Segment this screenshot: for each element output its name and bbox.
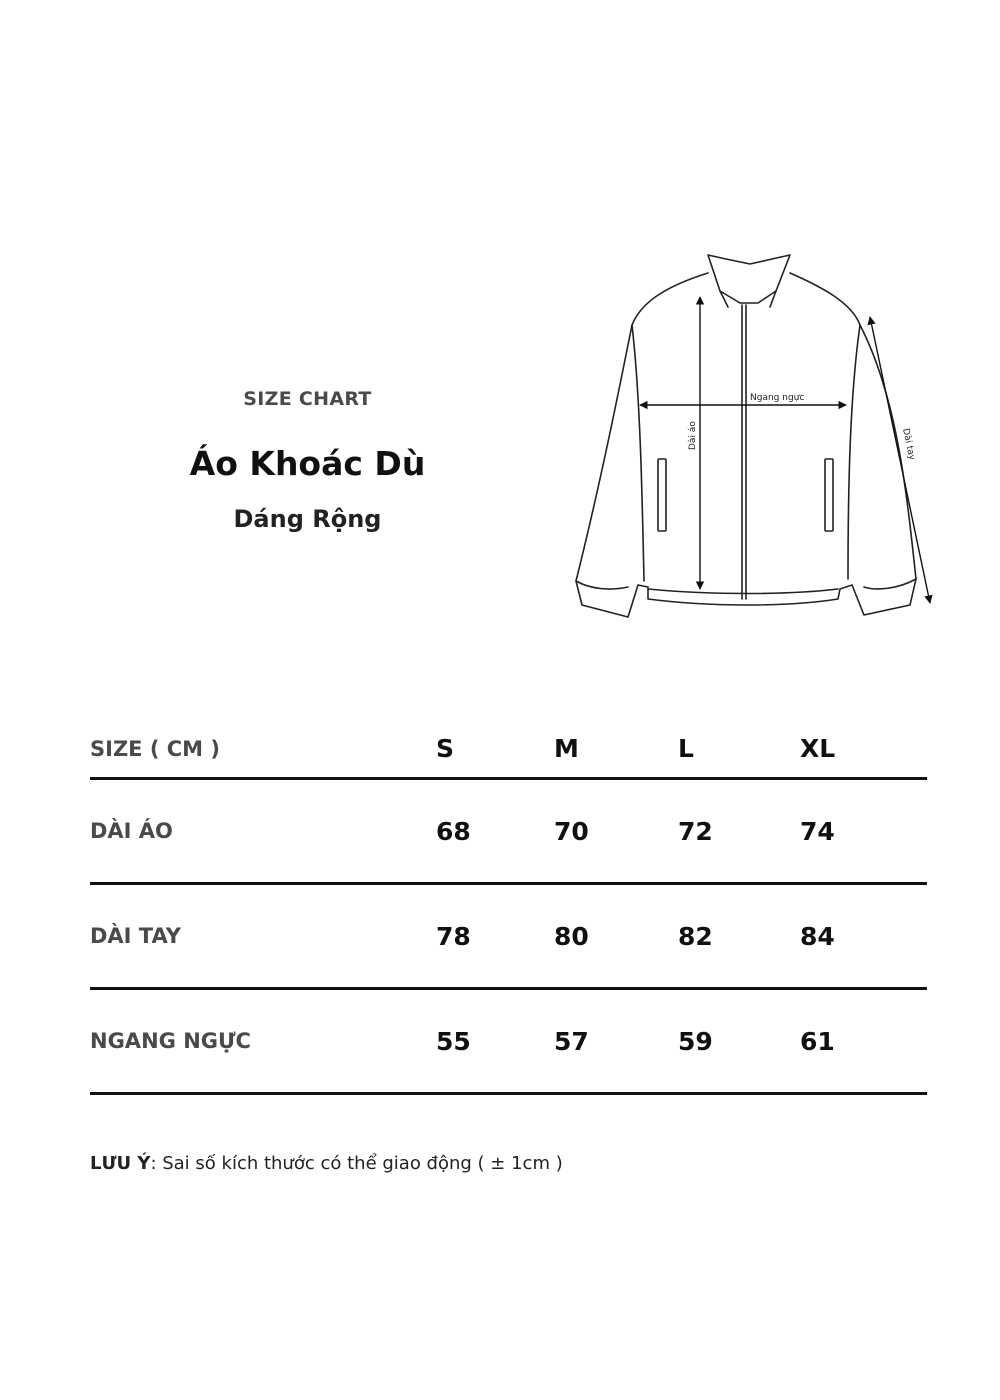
note-label: LƯU Ý	[90, 1153, 151, 1174]
size-chart-header	[150, 388, 465, 533]
size-table-header-row	[90, 720, 927, 780]
size-table	[90, 720, 927, 1095]
table-cell: 84	[800, 921, 835, 951]
table-cell: 82	[678, 921, 713, 951]
jacket-diagram	[560, 245, 960, 625]
table-cell: 80	[554, 921, 589, 951]
row-label: DÀI TAY	[90, 924, 181, 948]
table-cell: 59	[678, 1026, 713, 1056]
table-cell: 72	[678, 816, 713, 846]
tolerance-note	[90, 1153, 563, 1174]
length-label: Dài áo	[688, 421, 698, 450]
table-cell: 70	[554, 816, 589, 846]
size-header-m: M	[554, 734, 579, 763]
product-fit: Dáng Rộng	[233, 505, 382, 533]
table-cell: 61	[800, 1026, 835, 1056]
row-label: DÀI ÁO	[90, 819, 173, 843]
table-cell: 55	[436, 1026, 471, 1056]
table-cell: 74	[800, 816, 835, 846]
table-row	[90, 780, 927, 885]
sleeve-label: Dài tay	[900, 427, 917, 462]
size-chart-kicker: SIZE CHART	[243, 388, 372, 410]
size-header-l: L	[678, 734, 694, 763]
jacket-outline-icon	[560, 245, 960, 625]
table-cell: 68	[436, 816, 471, 846]
unit-header: SIZE ( CM )	[90, 736, 220, 761]
table-cell: 57	[554, 1026, 589, 1056]
product-title: Áo Khoác Dù	[189, 444, 426, 483]
size-header-xl: XL	[800, 734, 836, 763]
table-cell: 78	[436, 921, 471, 951]
table-row	[90, 990, 927, 1095]
table-row	[90, 885, 927, 990]
row-label: NGANG NGỰC	[90, 1029, 251, 1053]
size-header-s: S	[436, 734, 455, 763]
chest-label: Ngang ngực	[750, 393, 805, 403]
note-text: : Sai số kích thước có thể giao động ( ± 1cm )	[150, 1153, 563, 1174]
